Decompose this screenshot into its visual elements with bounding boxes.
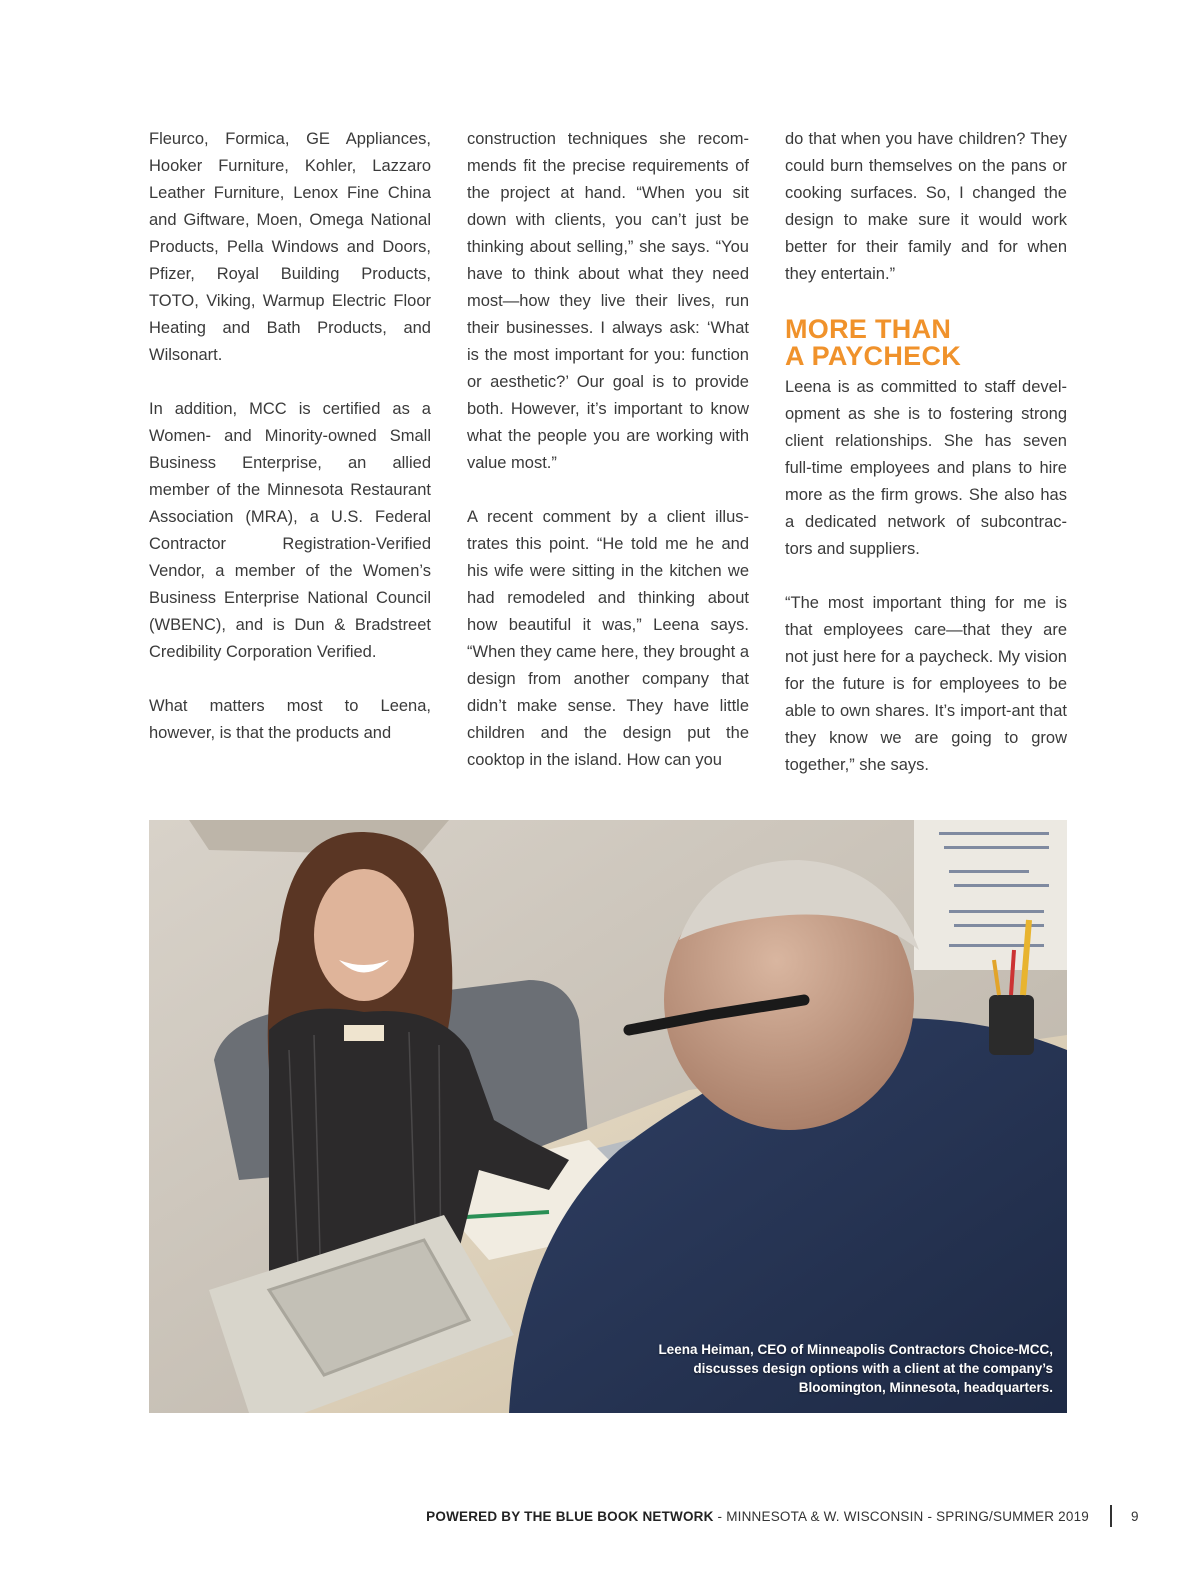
- paragraph: “The most important thing for me is that employees care—that they are not just here for a paycheck. My vision for the future is for employees to be able to own shares. It’s import-ant that they know we are going to grow together,” she says.: [785, 594, 1067, 774]
- footer-text: [426, 1509, 1089, 1524]
- article-column-3: [785, 126, 1067, 779]
- footer-edition: - MINNESOTA & W. WISCONSIN - SPRING/SUMMER 2019: [713, 1509, 1089, 1524]
- caption-line-3: Bloomington, Minnesota, headquarters.: [798, 1380, 1053, 1395]
- paragraph: Fleurco, Formica, GE Appliances, Hooker Furniture, Kohler, Lazzaro Leather Furniture, Lenox Fine China and Giftware, Moen, Omega National Products, Pella Windows and Doors, Pfizer, Royal Building Products, TOTO, Viking, Warmup Electric Floor Heating and Bath Products, and Wilsonart.: [149, 130, 431, 364]
- page-footer: [0, 1503, 1200, 1529]
- article-column-2: [467, 126, 749, 774]
- paragraph: Leena is as committed to staff devel-opment as she is to fostering strong client relationships. She has seven full-time employees and plans to hire more as the firm grows. She also has a dedicated network of subcontrac-tors and suppliers.: [785, 378, 1067, 558]
- paragraph: do that when you have children? They could burn themselves on the pans or cooking surfaces. So, I changed the design to make sure it would work better for their family and for when they entertain.”: [785, 130, 1067, 283]
- paragraph: What matters most to Leena, however, is that the products and: [149, 697, 431, 742]
- photo-caption: [593, 1340, 1053, 1397]
- article-photo: [149, 820, 1067, 1413]
- paragraph: A recent comment by a client illus-trates this point. “He told me he and his wife were sitting in the kitchen we had remodeled and thinking about how beautiful it was,” Leena says. “When they came here, they brought a design from another company that didn’t make sense. They have little children and the design put the cooktop in the island. How can you: [467, 508, 749, 769]
- photo-illustration: [149, 820, 1067, 1413]
- section-heading: [785, 316, 1067, 370]
- caption-line-1: Leena Heiman, CEO of Minneapolis Contractors Choice-MCC,: [658, 1342, 1053, 1357]
- paragraph: In addition, MCC is certified as a Women- and Minority-owned Small Business Enterprise, an allied member of the Minnesota Restaurant Association (MRA), a U.S. Federal Contractor Registration-Verified Vendor, a member of the Women’s Business Enterprise National Council (WBENC), and is Dun & Bradstreet Credibility Corporation Verified.: [149, 400, 431, 661]
- article-column-1: [149, 126, 431, 747]
- section-heading-line-2: A PAYCHECK: [785, 341, 962, 371]
- page-number: 9: [1131, 1509, 1139, 1524]
- caption-line-2: discusses design options with a client at the company’s: [693, 1361, 1053, 1376]
- footer-brand: POWERED BY THE BLUE BOOK NETWORK: [426, 1509, 714, 1524]
- footer-divider: [1110, 1505, 1112, 1527]
- section-heading-line-1: MORE THAN: [785, 314, 952, 344]
- paragraph: construction techniques she recom-mends fit the precise requirements of the project at hand. “When you sit down with clients, you can’t just be thinking about selling,” she says. “You have to think about what they need most—how they live their lives, run their businesses. I always ask: ‘What is the most important for you: function or aesthetic?’ Our goal is to provide both. However, it’s important to know what the people you are working with value most.”: [467, 130, 749, 472]
